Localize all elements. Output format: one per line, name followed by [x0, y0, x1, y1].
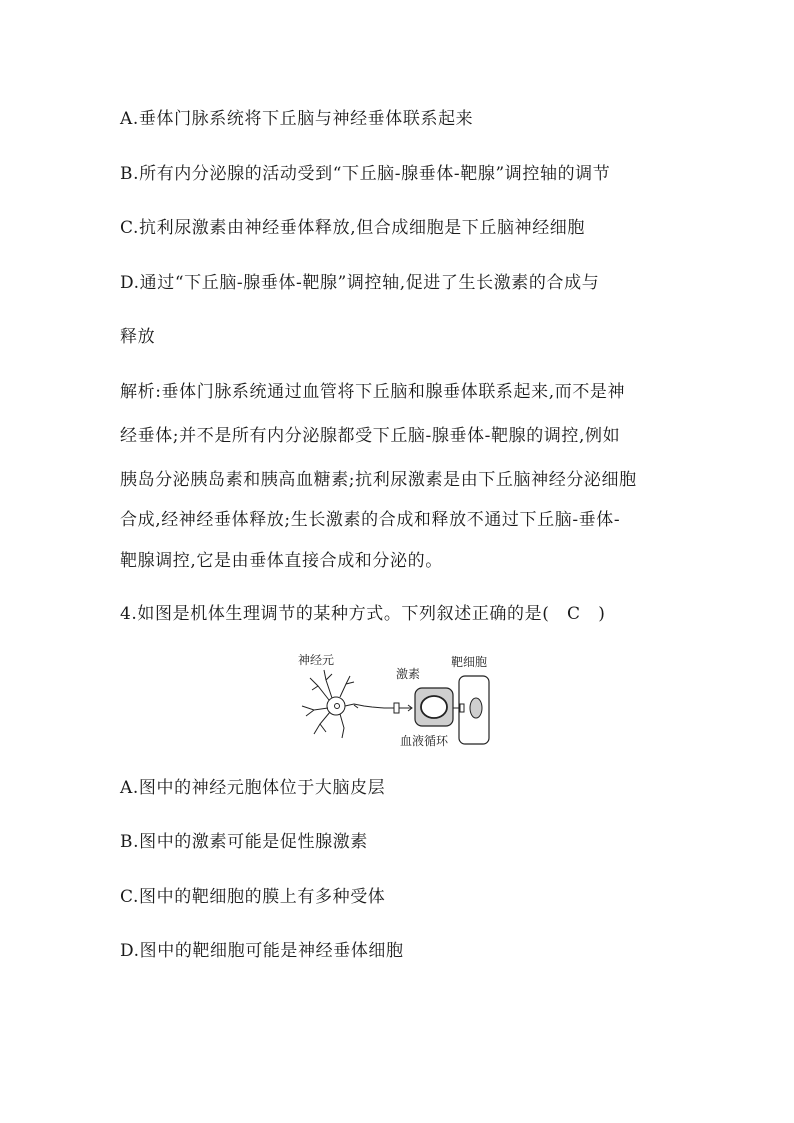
target-cell-label: 靶细胞	[451, 655, 488, 669]
analysis-line: 胰岛分泌胰岛素和胰高血糖素;抗利尿激素是由下丘脑神经分泌细胞	[120, 470, 637, 490]
option-b: B.图中的激素可能是促性腺激素	[120, 832, 368, 852]
neuron-label: 神经元	[298, 653, 335, 667]
option-b: B.所有内分泌腺的活动受到“下丘脑-腺垂体-靶腺”调控轴的调节	[120, 164, 611, 184]
analysis-line: 解析:垂体门脉系统通过血管将下丘脑和腺垂体联系起来,而不是神	[120, 382, 626, 402]
option-a: A.图中的神经元胞体位于大脑皮层	[120, 778, 386, 798]
option-d: D.通过“下丘脑-腺垂体-靶腺”调控轴,促进了生长激素的合成与	[120, 273, 600, 293]
option-a: A.垂体门脉系统将下丘脑与神经垂体联系起来	[120, 109, 474, 129]
option-c: C.抗利尿激素由神经垂体释放,但合成细胞是下丘脑神经细胞	[120, 218, 586, 238]
question-4-stem: 4.如图是机体生理调节的某种方式。下列叙述正确的是( C )	[120, 604, 606, 624]
option-d-continued: 释放	[120, 327, 156, 347]
analysis-line: 经垂体;并不是所有内分泌腺都受下丘脑-腺垂体-靶腺的调控,例如	[120, 426, 621, 446]
target-cell-figure	[459, 676, 489, 744]
blood-vessel-figure	[415, 688, 460, 726]
option-c: C.图中的靶细胞的膜上有多种受体	[120, 887, 386, 907]
physiology-diagram	[296, 650, 496, 750]
blood-circulation-label: 血液循环	[400, 734, 449, 748]
option-d: D.图中的靶细胞可能是神经垂体细胞	[120, 941, 404, 961]
analysis-line: 靶腺调控,它是由垂体直接合成和分泌的。	[120, 551, 443, 571]
hormone-label: 激素	[396, 667, 421, 681]
analysis-line: 合成,经神经垂体释放;生长激素的合成和释放不通过下丘脑-垂体-	[120, 510, 621, 530]
